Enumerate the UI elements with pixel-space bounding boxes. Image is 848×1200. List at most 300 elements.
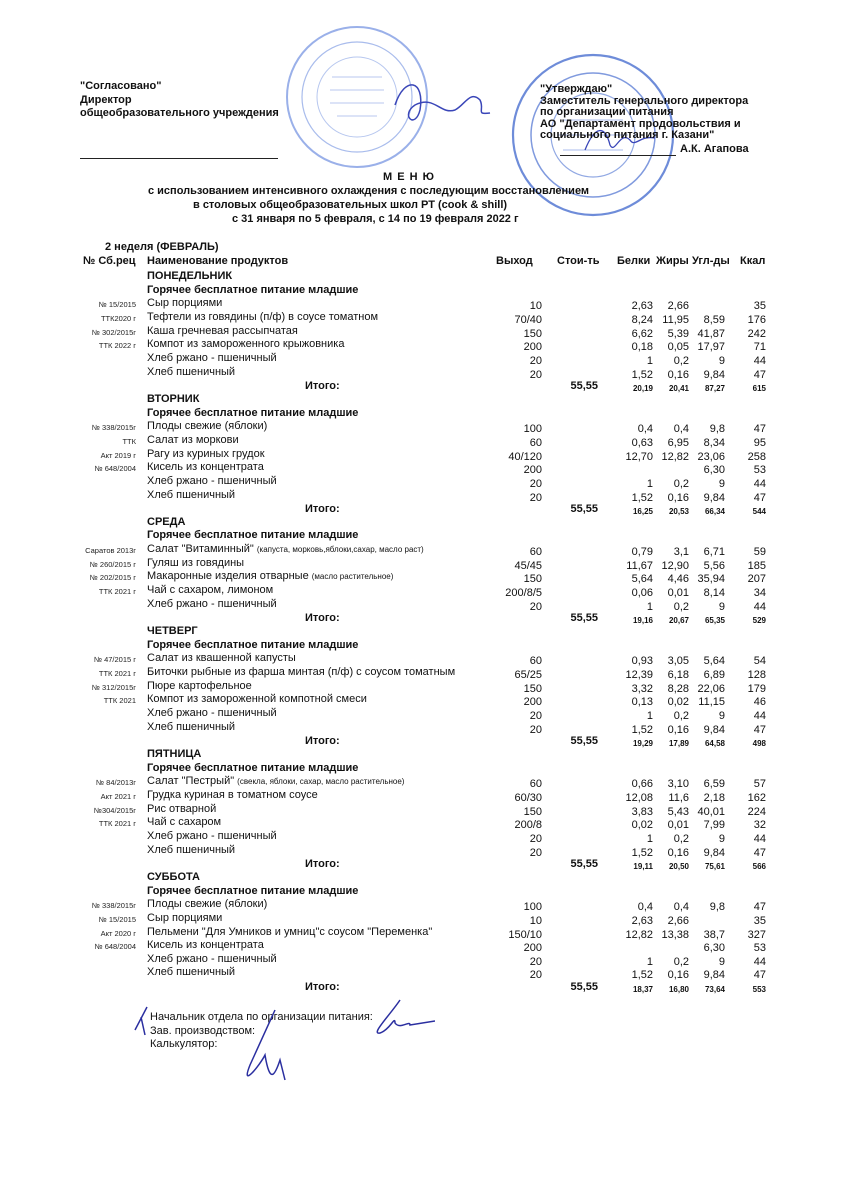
dish-name-text: Макаронные изделия отварные — [147, 570, 312, 583]
dish-name — [147, 721, 235, 733]
footer-line2: Зав. производством: — [150, 1024, 256, 1037]
recipe-code: Акт 2021 г — [100, 791, 136, 801]
protein-value: 1 — [646, 354, 653, 367]
table-row — [0, 775, 848, 789]
kcal-value: 95 — [753, 436, 766, 449]
kcal-value: 34 — [753, 587, 766, 600]
dish-name — [147, 666, 455, 678]
approval-right-line4: АО "Департамент продовольствия и — [540, 117, 741, 130]
footer-line3: Калькулятор: — [150, 1038, 218, 1050]
kcal-value: 162 — [747, 791, 766, 804]
portion-output-value: 150 — [523, 805, 542, 818]
fat-value: 3,05 — [667, 655, 689, 668]
total-kcal: 529 — [752, 616, 766, 626]
total-kcal: 615 — [752, 384, 766, 394]
fat-value: 0,2 — [673, 832, 689, 845]
meal-type: Горячее бесплатное питание младшие — [147, 406, 359, 419]
fat-value: 6,95 — [667, 436, 689, 449]
protein-value: 1,52 — [631, 723, 653, 736]
menu-subtitle-1: с использованием интенсивного охлаждения с последующим восстановлением — [148, 185, 590, 197]
kcal-value: 128 — [747, 669, 766, 682]
day-header-row — [0, 516, 848, 530]
table-row — [0, 953, 848, 967]
fat-value: 0,01 — [667, 587, 689, 600]
total-fat: 16,80 — [668, 985, 689, 995]
carbs-value: 9 — [718, 832, 725, 845]
day-name: ЧЕТВЕРГ — [147, 625, 198, 638]
dish-name — [147, 693, 367, 705]
kcal-value: 71 — [753, 341, 766, 354]
table-row — [0, 325, 848, 339]
dish-name — [147, 297, 222, 309]
meal-type-row — [0, 284, 848, 298]
director-signature — [385, 75, 495, 135]
fat-value: 0,16 — [667, 491, 689, 504]
recipe-code: № 260/2015 г — [89, 559, 136, 569]
total-carbs: 75,61 — [704, 862, 725, 872]
table-row — [0, 707, 848, 721]
dish-name-text: Салат из моркови — [147, 433, 239, 446]
total-kcal: 553 — [752, 985, 766, 995]
protein-value: 1,52 — [631, 846, 653, 859]
carbs-value: 41,87 — [697, 327, 725, 340]
total-row — [0, 379, 848, 393]
total-kcal: 498 — [752, 739, 766, 749]
dish-name-text: Сыр порциями — [147, 297, 223, 310]
protein-value: 0,02 — [631, 819, 653, 832]
dish-name — [147, 816, 221, 828]
dish-name-text: Хлеб пшеничный — [147, 720, 236, 733]
table-row — [0, 803, 848, 817]
portion-output-value: 60 — [529, 546, 542, 559]
kcal-value: 53 — [753, 464, 766, 477]
dish-name — [147, 434, 239, 446]
carbs-value: 5,56 — [703, 559, 725, 572]
dish-name-text: Пюре картофельное — [147, 679, 252, 692]
dish-name-text: Рагу из куриных грудок — [147, 447, 265, 460]
col-cost: Стои-ть — [557, 255, 600, 267]
dish-name-text: Хлеб пшеничный — [147, 365, 236, 378]
carbs-value: 9 — [718, 354, 725, 367]
kcal-value: 46 — [753, 696, 766, 709]
kcal-value: 35 — [753, 300, 766, 313]
kcal-value: 207 — [747, 573, 766, 586]
col-name: Наименование продуктов — [147, 255, 289, 267]
dish-name-text: Каша гречневая рассыпчатая — [147, 324, 298, 337]
col-out: Выход — [496, 255, 533, 267]
total-protein: 20,19 — [632, 384, 653, 394]
total-carbs: 73,64 — [704, 985, 725, 995]
fat-value: 0,16 — [667, 723, 689, 736]
protein-value: 1,52 — [631, 491, 653, 504]
dish-name-text: Сыр порциями — [147, 911, 223, 924]
portion-output-value: 20 — [529, 710, 542, 722]
col-fat: Жиры — [656, 255, 689, 267]
fat-value: 11,95 — [662, 313, 689, 326]
total-cost: 55,55 — [570, 503, 598, 516]
portion-output-value: 200/8/5 — [505, 587, 542, 600]
day-header-row — [0, 393, 848, 407]
recipe-code: ТТК 2021 г — [98, 669, 136, 679]
dish-note: (капуста, морковь,яблоки,сахар, масло раст) — [256, 545, 424, 555]
meal-type-row — [0, 529, 848, 543]
table-row — [0, 939, 848, 953]
carbs-value: 23,06 — [697, 450, 725, 463]
portion-output-value: 150 — [523, 327, 542, 340]
dish-note: (масло растительное) — [311, 572, 394, 582]
recipe-code: № 312/2015г — [91, 682, 136, 692]
portion-output-value: 200 — [523, 341, 542, 354]
fat-value: 3,10 — [667, 778, 689, 791]
dish-name — [147, 420, 267, 432]
dish-name-text: Салат "Пестрый" — [147, 775, 238, 788]
total-carbs: 65,35 — [704, 616, 725, 626]
carbs-value: 6,89 — [703, 669, 725, 682]
total-cost: 55,55 — [570, 612, 598, 625]
dish-name-text: Грудка куриная в томатном соусе — [147, 788, 318, 801]
menu-subtitle-3: с 31 января по 5 февраля, с 14 по 19 февраля 2022 г — [232, 213, 519, 225]
carbs-value: 11,15 — [698, 696, 725, 709]
carbs-value: 7,99 — [703, 819, 725, 832]
fat-value: 0,2 — [673, 710, 689, 722]
menu-table — [0, 270, 848, 994]
protein-value: 12,82 — [625, 928, 653, 941]
dish-name — [147, 775, 404, 788]
dish-name-text: Чай с сахаром, лимоном — [147, 584, 274, 597]
footer-line1: Начальник отдела по организации питания: — [150, 1011, 373, 1023]
fat-value: 12,82 — [661, 450, 689, 463]
total-label: Итого: — [305, 503, 340, 516]
kcal-value: 327 — [747, 928, 766, 941]
day-name: ПОНЕДЕЛЬНИК — [147, 270, 233, 282]
dish-name — [147, 475, 277, 487]
total-protein: 18,37 — [632, 985, 653, 995]
dish-name-text: Тефтели из говядины (п/ф) в соусе томатном — [147, 310, 378, 323]
table-row — [0, 844, 848, 858]
table-row — [0, 311, 848, 325]
recipe-code: № 202/2015 г — [89, 573, 136, 583]
kcal-value: 47 — [753, 901, 766, 914]
table-row — [0, 570, 848, 584]
total-label: Итого: — [305, 380, 340, 393]
total-row — [0, 734, 848, 748]
dish-note: (свекла, яблоки, сахар, масло растительное) — [237, 777, 405, 787]
approval-left-line1: "Согласовано" — [80, 80, 162, 92]
meal-type-row — [0, 639, 848, 653]
col-code: № Сб.рец — [83, 255, 136, 267]
dish-name-text: Чай с сахаром — [147, 816, 222, 829]
total-row — [0, 502, 848, 516]
portion-output-value: 20 — [529, 600, 542, 613]
fat-value: 0,2 — [673, 477, 689, 490]
dish-name-text: Хлеб ржано - пшеничный — [147, 829, 277, 842]
recipe-code: № 15/2015 — [98, 914, 136, 924]
carbs-value: 6,71 — [703, 546, 725, 559]
table-row — [0, 898, 848, 912]
portion-output-value: 20 — [529, 832, 542, 845]
carbs-value: 6,30 — [703, 464, 725, 477]
table-row — [0, 557, 848, 571]
fat-value: 0,2 — [673, 955, 689, 968]
kcal-value: 47 — [753, 368, 766, 381]
dish-name-text: Салат из квашенной капусты — [147, 652, 296, 665]
dish-name — [147, 352, 277, 364]
portion-output-value: 60/30 — [514, 791, 542, 804]
recipe-code: ТТК 2021 — [103, 696, 136, 706]
portion-output-value: 20 — [529, 969, 542, 982]
carbs-value: 5,64 — [703, 655, 725, 668]
dish-name — [147, 789, 318, 801]
portion-output-value: 200 — [523, 942, 542, 955]
day-name: ВТОРНИК — [147, 392, 200, 405]
fat-value: 6,18 — [667, 669, 689, 682]
dish-name-text: Хлеб ржано - пшеничный — [147, 707, 277, 719]
protein-value: 12,70 — [625, 450, 653, 463]
total-protein: 19,29 — [632, 739, 653, 749]
fat-value: 0,01 — [667, 819, 689, 832]
portion-output-value: 20 — [529, 846, 542, 859]
carbs-value: 35,94 — [697, 573, 725, 586]
total-cost: 55,55 — [570, 380, 598, 393]
table-row — [0, 461, 848, 475]
recipe-code: № 302/2015г — [91, 327, 136, 337]
protein-value: 0,93 — [631, 655, 653, 668]
dish-name-text: Хлеб ржано - пшеничный — [147, 351, 277, 364]
portion-output-value: 100 — [523, 423, 542, 436]
protein-value: 0,79 — [631, 546, 653, 559]
day-header-row — [0, 625, 848, 639]
approval-left-line2: Директор — [80, 93, 132, 106]
carbs-value: 17,97 — [697, 341, 725, 354]
table-row — [0, 816, 848, 830]
carbs-value: 9,84 — [703, 969, 725, 982]
day-header-row — [0, 871, 848, 885]
table-row — [0, 966, 848, 980]
portion-output-value: 20 — [529, 354, 542, 367]
fat-value: 0,16 — [667, 969, 689, 982]
meal-type: Горячее бесплатное питание младшие — [147, 283, 359, 296]
total-row — [0, 611, 848, 625]
portion-output-value: 60 — [529, 436, 542, 449]
fat-value: 0,4 — [673, 423, 689, 436]
fat-value: 0,16 — [667, 846, 689, 859]
protein-value: 2,63 — [631, 914, 653, 927]
portion-output-value: 10 — [529, 914, 542, 927]
col-carbs: Угл-ды — [692, 255, 730, 267]
total-label: Итого: — [305, 612, 340, 625]
table-row — [0, 926, 848, 940]
fat-value: 0,2 — [673, 600, 689, 613]
dish-name — [147, 489, 235, 501]
total-fat: 20,41 — [668, 384, 689, 394]
total-row — [0, 857, 848, 871]
recipe-code: № 84/2013г — [96, 778, 136, 788]
carbs-value: 2,18 — [703, 791, 725, 804]
day-header-row — [0, 748, 848, 762]
portion-output-value: 20 — [529, 723, 542, 736]
recipe-code: № 338/2015г — [91, 901, 136, 911]
portion-output-value: 20 — [529, 368, 542, 381]
kcal-value: 224 — [747, 805, 766, 818]
portion-output-value: 100 — [523, 901, 542, 914]
col-kcal: Ккал — [740, 255, 766, 267]
table-row — [0, 830, 848, 844]
kcal-value: 242 — [747, 327, 766, 340]
protein-value: 1,52 — [631, 368, 653, 381]
day-name: ПЯТНИЦА — [147, 747, 202, 760]
carbs-value: 8,59 — [703, 313, 725, 326]
recipe-code: Акт 2020 г — [100, 928, 136, 938]
dish-name-text: Компот из замороженного крыжовника — [147, 338, 345, 351]
table-row — [0, 338, 848, 352]
fat-value: 2,66 — [667, 300, 689, 313]
fat-value: 12,90 — [661, 559, 689, 572]
dish-name-text: Компот из замороженной компотной смеси — [147, 693, 367, 706]
approval-right-line2: Заместитель генерального директора — [540, 94, 749, 107]
protein-value: 0,4 — [637, 423, 653, 436]
approval-right-line5: социального питания г. Казани" — [540, 129, 715, 142]
fat-value: 0,16 — [667, 368, 689, 381]
portion-output-value: 200 — [523, 696, 542, 709]
dish-name — [147, 598, 277, 610]
approval-right-line3: по организации питания — [540, 106, 674, 119]
protein-value: 1 — [646, 832, 653, 845]
dish-name — [147, 570, 393, 583]
table-row — [0, 666, 848, 680]
portion-output-value: 70/40 — [514, 313, 542, 326]
col-protein: Белки — [617, 255, 651, 267]
kcal-value: 44 — [753, 710, 766, 722]
carbs-value: 9,8 — [709, 901, 725, 914]
protein-value: 0,66 — [631, 778, 653, 791]
dish-name-text: Хлеб ржано - пшеничный — [147, 597, 277, 610]
dish-name — [147, 366, 235, 378]
carbs-value: 40,01 — [697, 805, 725, 818]
total-kcal: 544 — [752, 507, 766, 517]
total-kcal: 566 — [752, 862, 766, 872]
fat-value: 8,28 — [667, 682, 689, 695]
fat-value: 13,38 — [661, 928, 689, 941]
total-protein: 19,16 — [632, 616, 653, 626]
dish-name — [147, 953, 277, 965]
recipe-code: ТТК2020 г — [100, 313, 136, 323]
portion-output-value: 60 — [529, 778, 542, 791]
recipe-code: ТТК — [122, 436, 136, 446]
protein-value: 3,83 — [631, 805, 653, 818]
dish-name-text: Рис отварной — [147, 802, 217, 815]
portion-output-value: 60 — [529, 655, 542, 668]
dish-name — [147, 338, 344, 350]
portion-output-value: 150 — [523, 682, 542, 695]
carbs-value: 9,8 — [709, 423, 725, 436]
kcal-value: 185 — [747, 559, 766, 572]
meal-type-row — [0, 407, 848, 421]
dish-name — [147, 803, 216, 815]
approval-right — [540, 84, 748, 142]
fat-value: 0,02 — [667, 696, 689, 709]
fat-value: 0,05 — [667, 341, 689, 354]
carbs-value: 6,30 — [703, 942, 725, 955]
approval-left — [80, 80, 279, 121]
dish-name — [147, 584, 273, 596]
approver-name: А.К. Агапова — [680, 143, 749, 155]
total-carbs: 66,34 — [704, 507, 725, 517]
table-row — [0, 598, 848, 612]
dish-name-text: Хлеб пшеничный — [147, 843, 236, 856]
recipe-code: Саратов 2013г — [85, 546, 136, 556]
carbs-value: 9 — [718, 477, 725, 490]
total-fat: 17,89 — [668, 739, 689, 749]
total-cost: 55,55 — [570, 735, 598, 748]
protein-value: 1 — [646, 477, 653, 490]
carbs-value: 38,7 — [703, 928, 725, 941]
kcal-value: 59 — [753, 546, 766, 559]
portion-output-value: 10 — [529, 300, 542, 313]
recipe-code: № 15/2015 — [98, 300, 136, 310]
carbs-value: 9,84 — [703, 723, 725, 736]
dish-name — [147, 448, 265, 460]
meal-type-row — [0, 885, 848, 899]
protein-value: 1 — [646, 600, 653, 613]
recipe-code: № 648/2004 — [94, 942, 136, 952]
recipe-code: № 338/2015г — [91, 423, 136, 433]
dish-name-text: Салат "Витаминный" — [147, 543, 257, 556]
dish-name-text: Гуляш из говядины — [147, 556, 245, 569]
kcal-value: 179 — [747, 682, 766, 695]
protein-value: 12,39 — [625, 669, 653, 682]
table-row — [0, 420, 848, 434]
kcal-value: 47 — [753, 846, 766, 859]
carbs-value: 22,06 — [697, 682, 725, 695]
fat-value: 0,2 — [673, 354, 689, 367]
table-row — [0, 912, 848, 926]
protein-value: 0,06 — [631, 587, 653, 600]
kcal-value: 53 — [753, 942, 766, 955]
table-row — [0, 721, 848, 735]
portion-output-value: 200/8 — [514, 819, 542, 832]
dish-name-text: Плоды свежие (яблоки) — [147, 420, 268, 433]
carbs-value: 6,59 — [703, 778, 725, 791]
table-row — [0, 680, 848, 694]
dish-name-text: Хлеб ржано - пшеничный — [147, 474, 277, 487]
kcal-value: 47 — [753, 491, 766, 504]
kcal-value: 32 — [753, 819, 766, 832]
dish-name — [147, 311, 378, 323]
carbs-value: 9 — [718, 955, 725, 968]
kcal-value: 57 — [753, 778, 766, 791]
menu-subtitle-2: в столовых общеобразовательных школ РТ (cook & shill) — [193, 199, 508, 211]
portion-output-value: 20 — [529, 955, 542, 968]
dish-name — [147, 680, 252, 692]
protein-value: 0,13 — [631, 696, 653, 709]
table-row — [0, 543, 848, 557]
dish-name — [147, 543, 424, 556]
dish-name-text: Хлеб пшеничный — [147, 488, 236, 501]
kcal-value: 47 — [753, 423, 766, 436]
dish-name — [147, 325, 298, 337]
dish-name-text: Плоды свежие (яблоки) — [147, 898, 268, 911]
table-row — [0, 475, 848, 489]
protein-value: 6,62 — [631, 327, 653, 340]
fat-value: 11,6 — [668, 791, 689, 804]
recipe-code: № 648/2004 — [94, 464, 136, 474]
fat-value: 5,43 — [667, 805, 689, 818]
total-protein: 19,11 — [633, 862, 653, 872]
dish-name — [147, 912, 222, 924]
portion-output-value: 45/45 — [514, 559, 542, 572]
signature-line-right — [560, 155, 676, 156]
carbs-value: 8,34 — [703, 436, 725, 449]
